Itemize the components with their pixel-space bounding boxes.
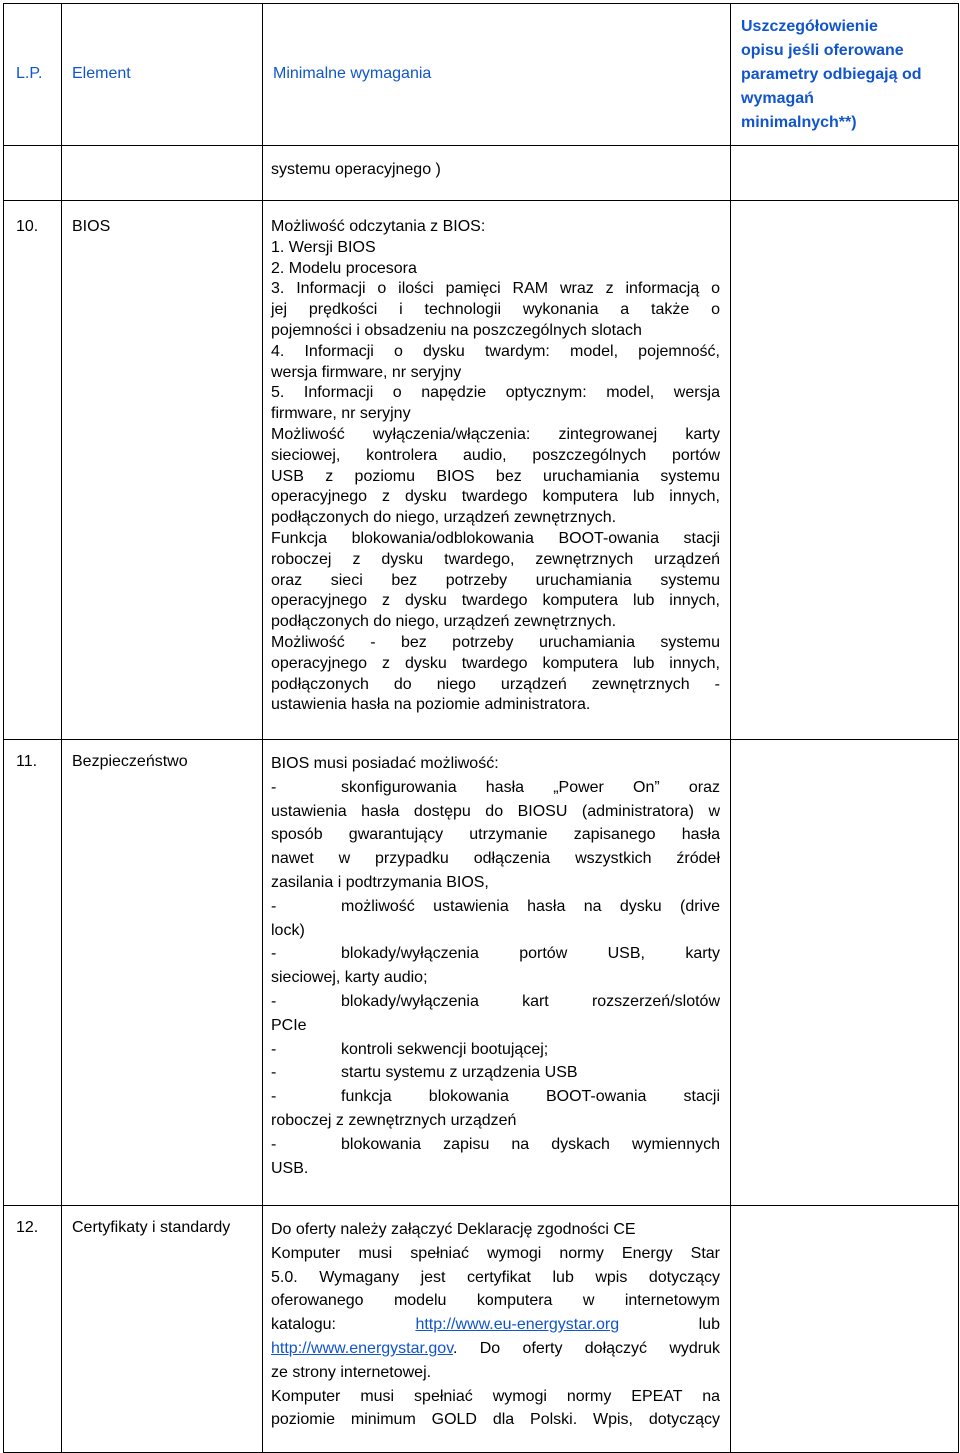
dash-marker: - <box>271 992 277 1010</box>
header-details <box>731 4 959 146</box>
req-line: USB. <box>271 1159 309 1177</box>
req-line: Komputer musi spełniać wymogi normy Energy Star <box>271 1244 720 1262</box>
header-lp: L.P. <box>4 4 62 146</box>
req-line: sieciowej, karty audio; <box>271 969 428 987</box>
req-line: Do oferty należy załączyć Deklarację zgodności CE <box>271 1221 636 1238</box>
dash-marker: - <box>271 1088 277 1106</box>
req-line: pojemności i obsadzeniu na poszczególnych slotach <box>271 321 642 339</box>
req-line: 5.0. Wymagany jest certyfikat lub wpis dotyczący <box>271 1268 720 1286</box>
requirements-table <box>3 3 959 1453</box>
row-element: BIOS <box>62 201 263 740</box>
header-details-line: wymagań <box>741 89 814 107</box>
req-line: Możliwość wyłączenia/włączenia: zintegrowanej karty <box>271 425 720 443</box>
req-line: Komputer musi spełniać wymogi normy EPEAT na <box>271 1387 720 1405</box>
row-element: Certyfikaty i standardy <box>62 1206 263 1453</box>
row-number: 10. <box>4 201 62 740</box>
dash-marker: - <box>271 897 277 915</box>
req-line: 4. Informacji o dysku twardym: model, pojemność, <box>271 342 720 360</box>
req-line: Funkcja blokowania/odblokowania BOOT-owania stacji <box>271 529 720 547</box>
cell-empty <box>731 201 959 740</box>
continuation-text: systemu operacyjnego ) <box>263 146 731 201</box>
table-row <box>4 740 959 1206</box>
row-number: 12. <box>4 1206 62 1453</box>
header-element: Element <box>62 4 263 146</box>
req-line: operacyjnego z dysku twardego komputera lub innych, <box>271 592 720 610</box>
continuation-row <box>4 146 959 201</box>
cell-empty <box>731 740 959 1206</box>
req-line-links <box>271 1313 720 1337</box>
header-min-req: Minimalne wymagania <box>263 4 731 146</box>
req-line: podłączonych do niego, urządzeń zewnętrznych. <box>271 613 617 631</box>
req-line: ustawienia hasła dostępu do BIOSU (administratora) w <box>271 802 720 820</box>
req-line: ze strony internetowej. <box>271 1363 432 1381</box>
req-line: Możliwość odczytania z BIOS: <box>271 218 486 235</box>
header-details-line: minimalnych**) <box>741 113 857 131</box>
req-line: 1. Wersji BIOS <box>271 238 376 256</box>
req-line: Możliwość - bez potrzeby uruchamiania systemu <box>271 633 720 651</box>
header-row <box>4 4 959 146</box>
req-line: operacyjnego z dysku twardego komputera lub innych, <box>271 488 720 506</box>
energystar-link[interactable]: http://www.energystar.gov <box>271 1339 454 1357</box>
req-line: PCIe <box>271 1016 307 1034</box>
row-requirements <box>263 740 731 1206</box>
cell-empty <box>731 1206 959 1453</box>
req-line: ustawienia hasła na poziomie administratora. <box>271 696 591 714</box>
req-line: sposób gwarantujący utrzymanie zapisanego hasła <box>271 826 720 844</box>
header-details-line: opisu jeśli oferowane <box>741 41 904 59</box>
list-item-text: skonfigurowania hasła „Power On” oraz <box>341 778 720 796</box>
dash-marker: - <box>271 778 277 796</box>
list-item <box>271 990 720 1014</box>
row-requirements <box>263 201 731 740</box>
req-line <box>271 1337 720 1361</box>
req-line: sieciowej, kontrolera audio, poszczególnych portów <box>271 446 720 464</box>
req-line: USB z poziomu BIOS bez uruchamiania systemu <box>271 467 720 485</box>
req-line: roboczej z dysku twardego, zewnętrznych urządzeń <box>271 550 720 568</box>
table-row <box>4 201 959 740</box>
header-details-line: parametry odbiegają od <box>741 65 922 83</box>
list-item <box>271 895 720 919</box>
req-line: roboczej z zewnętrznych urządzeń <box>271 1111 517 1129</box>
req-text: lub <box>698 1316 720 1334</box>
req-line: wersja firmware, nr seryjny <box>271 363 462 381</box>
cell-empty <box>4 146 62 201</box>
req-line: nawet w przypadku odłączenia wszystkich źródeł <box>271 850 720 868</box>
list-item-text: funkcja blokowania BOOT-owania stacji <box>341 1088 720 1106</box>
header-details-line: Uszczegółowienie <box>741 17 878 35</box>
dash-marker: - <box>271 1040 277 1058</box>
req-line: oferowanego modelu komputera w internetowym <box>271 1292 720 1310</box>
req-line: operacyjnego z dysku twardego komputera lub innych, <box>271 654 720 672</box>
list-item-text: możliwość ustawienia hasła na dysku (drive <box>341 897 720 915</box>
req-intro: BIOS musi posiadać możliwość: <box>271 755 499 772</box>
list-item <box>271 1038 720 1062</box>
cell-empty <box>62 146 263 201</box>
req-line: firmware, nr seryjny <box>271 405 411 423</box>
req-text: katalogu: <box>271 1316 336 1334</box>
list-item-text: blokady/wyłączenia kart rozszerzeń/slotów <box>341 992 720 1010</box>
req-line: lock) <box>271 921 305 939</box>
list-item-text: blokady/wyłączenia portów USB, karty <box>341 945 720 963</box>
req-line: podłączonych do niego, urządzeń zewnętrznych. <box>271 509 617 527</box>
dash-marker: - <box>271 1135 277 1153</box>
list-item-text: startu systemu z urządzenia USB <box>341 1064 578 1082</box>
list-item-text: blokowania zapisu na dyskach wymiennych <box>341 1135 720 1153</box>
row-number: 11. <box>4 740 62 1206</box>
dash-marker: - <box>271 945 277 963</box>
req-line: 3. Informacji o ilości pamięci RAM wraz z informacją o <box>271 280 720 298</box>
req-line: 5. Informacji o napędzie optycznym: model, wersja <box>271 384 720 402</box>
req-line: jej prędkości i technologii wykonania a także o <box>271 301 720 319</box>
req-line: podłączonych do niego urządzeń zewnętrznych - <box>271 675 720 693</box>
req-line: oraz sieci bez potrzeby uruchamiania systemu <box>271 571 720 589</box>
req-line: poziomie minimum GOLD dla Polski. Wpis, dotyczący <box>271 1411 720 1429</box>
req-text: . Do oferty dołączyć wydruk <box>453 1339 720 1357</box>
dash-marker: - <box>271 1064 277 1082</box>
list-item-text: kontroli sekwencji bootującej; <box>341 1040 549 1058</box>
list-item <box>271 1061 720 1085</box>
list-item <box>271 942 720 966</box>
row-requirements <box>263 1206 731 1453</box>
eu-energystar-link[interactable]: http://www.eu-energystar.org <box>415 1316 620 1334</box>
list-item <box>271 1133 720 1157</box>
cell-empty <box>731 146 959 201</box>
row-element: Bezpieczeństwo <box>62 740 263 1206</box>
req-line: zasilania i podtrzymania BIOS, <box>271 873 489 891</box>
req-line: 2. Modelu procesora <box>271 259 417 277</box>
table-row <box>4 1206 959 1453</box>
list-item <box>271 1085 720 1109</box>
list-item <box>271 776 720 800</box>
